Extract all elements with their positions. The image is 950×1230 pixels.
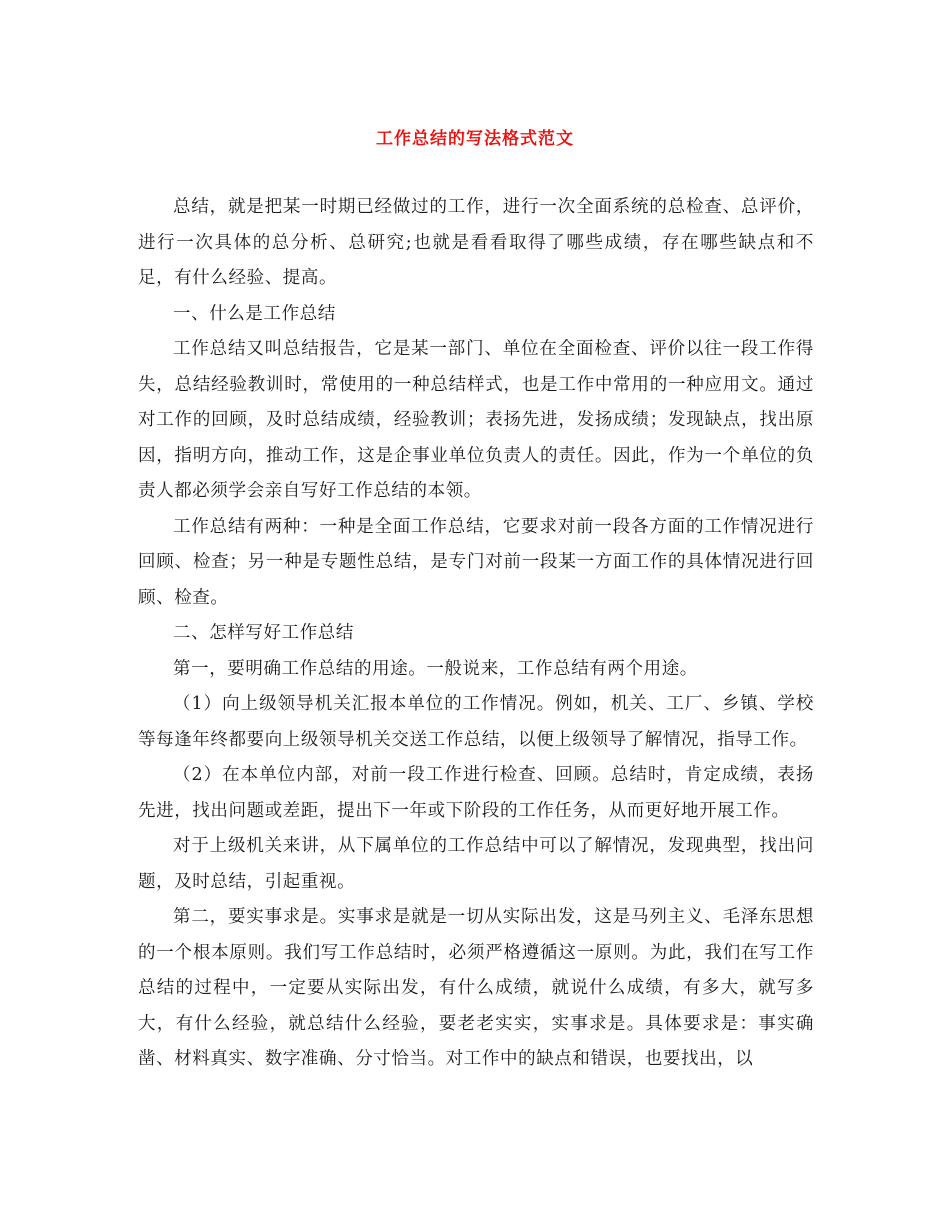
section-heading-2: 二、怎样写好工作总结 xyxy=(173,623,354,643)
list-item-1: （1）向上级领导机关汇报本单位的工作情况。例如，机关、工厂、乡镇、学校等每逢年终都要向上级领导机关交送工作总结，以便上级领导了解情况，指导工作。 xyxy=(138,694,814,750)
list-item-2: （2）在本单位内部，对前一段工作进行检查、回顾。总结时，肯定成绩，表扬先进，找出问题或差距，提出下一年或下阶段的工作任务，从而更好地开展工作。 xyxy=(138,765,814,821)
section-heading-1: 一、什么是工作总结 xyxy=(173,303,336,324)
document-title: 工作总结的写法格式范文 xyxy=(376,129,574,149)
paragraph-realistic: 第二，要实事求是。实事求是就是一切从实际出发，这是马列主义、毛泽东思想的一个根本原则。我们写工作总结时，必须严格遵循这一原则。为此，我们在写工作总结的过程中，一定要从实际出发，有什么成绩，就说什么成绩，有多大，就写多大，有什么经验，就总结什么经验，要老老实实，实事求是。具体要求是：事实确凿、材料真实、数字准确、分寸恰当。对工作中的缺点和错误，也要找出，以 xyxy=(138,907,814,1069)
paragraph-definition: 工作总结又叫总结报告，它是某一部门、单位在全面检查、评价以往一段工作得失，总结经验教训时，常使用的一种总结样式，也是工作中常用的一种应用文。通过对工作的回顾，及时总结成绩，经验教训；表扬先进，发扬成绩；发现缺点，找出原因，指明方向，推动工作，这是企事业单位负责人的责任。因此，作为一个单位的负责人都必须学会亲自写好工作总结的本领。 xyxy=(138,339,814,501)
paragraph-purpose: 第一，要明确工作总结的用途。一般说来，工作总结有两个用途。 xyxy=(173,658,698,679)
document-body xyxy=(138,190,814,1078)
paragraph-superior: 对于上级机关来讲，从下属单位的工作总结中可以了解情况，发现典型，找出问题，及时总结，引起重视。 xyxy=(138,836,814,892)
paragraph-intro: 总结，就是把某一时期已经做过的工作，进行一次全面系统的总检查、总评价，进行一次具体的总分析、总研究;也就是看看取得了哪些成绩，存在哪些缺点和不足，有什么经验、提高。 xyxy=(138,197,814,288)
paragraph-types: 工作总结有两种：一种是全面工作总结，它要求对前一段各方面的工作情况进行回顾、检查；另一种是专题性总结，是专门对前一段某一方面工作的具体情况进行回顾、检查。 xyxy=(138,516,814,608)
